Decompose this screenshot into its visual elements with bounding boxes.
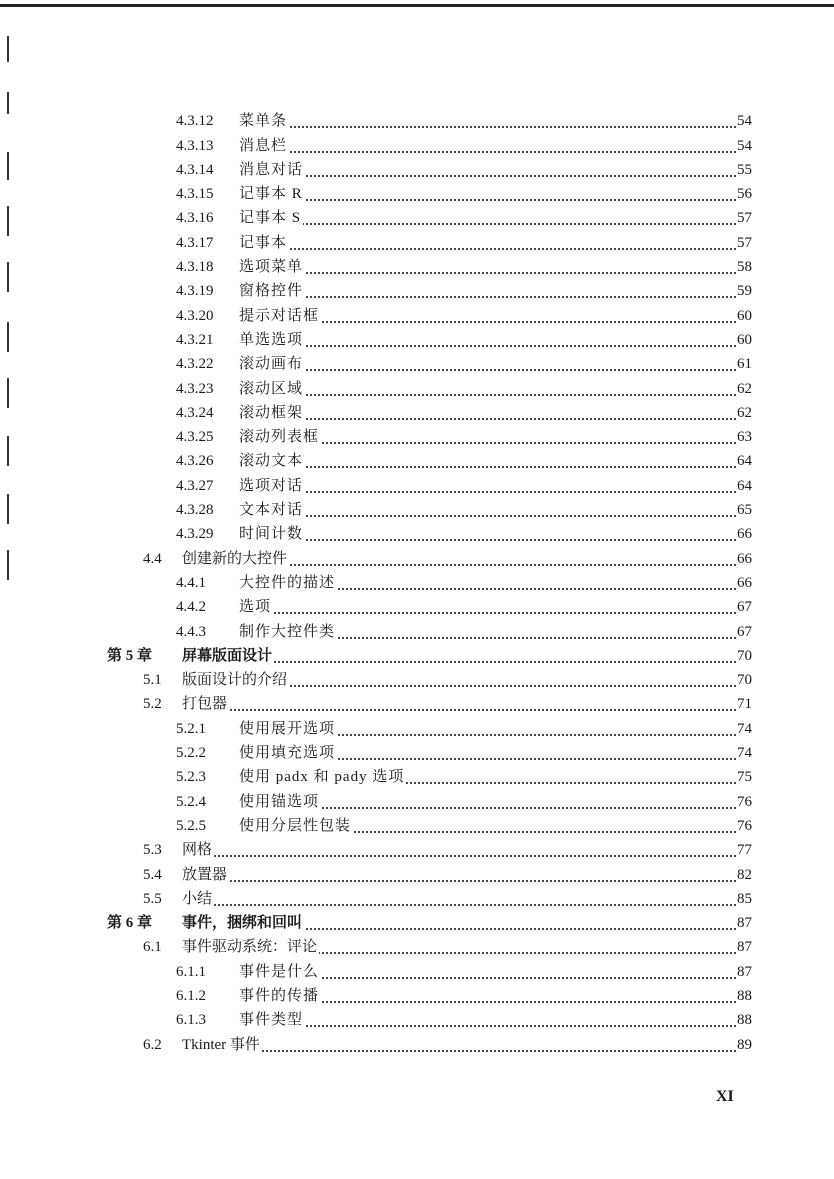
toc-entry-page: 64 <box>737 452 767 470</box>
toc-entry-page: 77 <box>737 841 767 859</box>
toc-entry-page: 87 <box>737 938 767 956</box>
toc-entry-title: 选项菜单 <box>239 259 304 276</box>
dot-leader <box>182 707 736 711</box>
dot-leader <box>239 392 736 396</box>
toc-entry-page: 66 <box>737 525 767 543</box>
dot-leader <box>239 1023 736 1027</box>
toc-entry-page: 67 <box>737 623 767 641</box>
toc-entry-title: 制作大控件类 <box>239 623 336 640</box>
toc-entry[interactable] <box>0 618 834 642</box>
toc-entry-page: 55 <box>737 161 767 179</box>
toc-entry-number: 5.2.5 <box>176 817 206 834</box>
top-rule <box>0 4 834 7</box>
toc-entry-title: 版面设计的介绍 <box>182 672 288 689</box>
toc-entry-number: 4.3.24 <box>176 404 214 421</box>
toc-entry-title: 大控件的描述 <box>239 574 336 591</box>
toc-entry[interactable] <box>0 740 834 764</box>
toc-entry-title: 创建新的大控件 <box>182 550 288 567</box>
toc-entry-title: 选项 <box>239 599 272 616</box>
toc-entry-page: 63 <box>737 428 767 446</box>
toc-entry-page: 58 <box>737 258 767 276</box>
toc-entry-number: 4.3.23 <box>176 380 214 397</box>
toc-entry-number: 5.2.4 <box>176 793 206 810</box>
toc-entry[interactable] <box>0 545 834 569</box>
toc-entry-number: 5.2.3 <box>176 769 206 786</box>
dot-leader <box>182 902 736 906</box>
toc-entry-page: 87 <box>737 963 767 981</box>
toc-entry[interactable] <box>0 472 834 496</box>
toc-entry-title: 使用锚选项 <box>239 793 320 810</box>
toc-entry-page: 88 <box>737 987 767 1005</box>
toc-entry[interactable] <box>0 667 834 691</box>
toc-entry-page: 62 <box>737 404 767 422</box>
dot-leader <box>239 173 736 177</box>
page-folio: XI <box>716 1088 734 1105</box>
toc-entry-title: 滚动画布 <box>239 356 304 373</box>
toc-entry-number: 6.1 <box>143 939 162 956</box>
toc-entry-title: 记事本 R <box>239 186 303 203</box>
toc-entry-page: 62 <box>737 380 767 398</box>
toc-entry-title: 事件类型 <box>239 1012 304 1029</box>
toc-entry[interactable] <box>0 254 834 278</box>
toc-entry-page: 74 <box>737 720 767 738</box>
dot-leader <box>239 610 736 614</box>
dot-leader <box>239 197 736 201</box>
toc-entry[interactable] <box>0 181 834 205</box>
toc-entry-page: 67 <box>737 598 767 616</box>
toc-entry-page: 70 <box>737 647 767 665</box>
toc-entry-number: 5.4 <box>143 866 162 883</box>
toc-entry[interactable] <box>0 570 834 594</box>
toc-entry[interactable] <box>0 594 834 618</box>
toc-entry-page: 87 <box>737 914 767 932</box>
toc-entry-title: 记事本 S <box>239 210 302 227</box>
toc-entry-page: 60 <box>737 331 767 349</box>
toc-entry-number: 4.3.15 <box>176 186 214 203</box>
toc-entry[interactable] <box>0 229 834 253</box>
toc-entry-page: 61 <box>737 355 767 373</box>
toc-entry-title: 消息栏 <box>239 137 288 154</box>
toc-entry-title: 事件，捆绑和回叫 <box>182 915 303 932</box>
dot-leader <box>239 537 736 541</box>
toc-entry-title: 记事本 <box>239 234 288 251</box>
toc-entry-page: 54 <box>737 112 767 130</box>
toc-entry-number: 6.2 <box>143 1036 162 1053</box>
toc-entry-page: 64 <box>737 477 767 495</box>
table-of-contents <box>0 108 834 1056</box>
toc-entry[interactable] <box>0 157 834 181</box>
toc-entry-title: 小结 <box>182 890 213 907</box>
toc-entry-number: 5.5 <box>143 890 162 907</box>
toc-entry-number: 4.3.28 <box>176 502 214 519</box>
toc-entry-title: 放置器 <box>182 866 228 883</box>
toc-entry-number: 4.3.26 <box>176 453 214 470</box>
toc-entry-page: 66 <box>737 550 767 568</box>
toc-entry-number: 4.3.20 <box>176 307 214 324</box>
dot-leader <box>239 489 736 493</box>
toc-entry[interactable] <box>0 1031 834 1055</box>
toc-entry[interactable] <box>0 934 834 958</box>
toc-entry-title: 网格 <box>182 842 213 859</box>
toc-entry[interactable] <box>0 278 834 302</box>
toc-entry-page: 82 <box>737 866 767 884</box>
toc-entry-number: 4.3.27 <box>176 477 214 494</box>
toc-entry[interactable] <box>0 958 834 982</box>
toc-entry[interactable] <box>0 910 834 934</box>
toc-entry-number: 4.3.17 <box>176 234 214 251</box>
dot-leader <box>239 270 736 274</box>
toc-entry-title: 滚动区域 <box>239 380 304 397</box>
toc-entry[interactable] <box>0 691 834 715</box>
toc-entry-number: 4.3.12 <box>176 113 214 130</box>
toc-entry-number: 4.3.13 <box>176 137 214 154</box>
toc-entry-number: 4.3.16 <box>176 210 214 227</box>
toc-entry[interactable] <box>0 861 834 885</box>
toc-entry-page: 54 <box>737 137 767 155</box>
toc-entry[interactable] <box>0 886 834 910</box>
toc-entry-number: 4.4 <box>143 550 162 567</box>
dot-leader <box>239 246 736 250</box>
toc-entry-title: Tkinter 事件 <box>182 1036 260 1053</box>
toc-entry-title: 使用展开选项 <box>239 720 336 737</box>
toc-entry[interactable] <box>0 715 834 739</box>
toc-entry-number: 5.3 <box>143 842 162 859</box>
toc-entry[interactable] <box>0 132 834 156</box>
toc-entry-title: 使用分层性包装 <box>239 817 352 834</box>
toc-entry-title: 文本对话 <box>239 502 304 519</box>
toc-entry-number: 4.3.14 <box>176 161 214 178</box>
toc-entry-number: 6.1.3 <box>176 1012 206 1029</box>
toc-entry-page: 75 <box>737 768 767 786</box>
toc-entry[interactable] <box>0 327 834 351</box>
toc-entry-page: 89 <box>737 1036 767 1054</box>
toc-entry-page: 59 <box>737 282 767 300</box>
toc-entry-number: 4.4.2 <box>176 599 206 616</box>
toc-entry-page: 74 <box>737 744 767 762</box>
toc-entry-page: 56 <box>737 185 767 203</box>
toc-entry-number: 4.4.3 <box>176 623 206 640</box>
dot-leader <box>239 464 736 468</box>
toc-entry-number: 第 5 章 <box>107 647 153 664</box>
dot-leader <box>239 367 736 371</box>
toc-entry-title: 滚动文本 <box>239 453 304 470</box>
toc-entry[interactable] <box>0 813 834 837</box>
dot-leader <box>182 853 736 857</box>
toc-entry-title: 打包器 <box>182 696 228 713</box>
toc-entry-page: 57 <box>737 209 767 227</box>
toc-entry-title: 屏幕版面设计 <box>182 647 273 664</box>
toc-entry[interactable] <box>0 643 834 667</box>
toc-entry-number: 5.2 <box>143 696 162 713</box>
dot-leader <box>239 221 736 225</box>
toc-entry[interactable] <box>0 983 834 1007</box>
toc-entry[interactable] <box>0 837 834 861</box>
toc-entry-number: 4.3.21 <box>176 331 214 348</box>
toc-entry-title: 提示对话框 <box>239 307 320 324</box>
toc-entry[interactable] <box>0 351 834 375</box>
toc-entry-number: 4.4.1 <box>176 574 206 591</box>
toc-entry[interactable] <box>0 788 834 812</box>
margin-mark <box>7 36 9 62</box>
toc-entry[interactable] <box>0 1007 834 1031</box>
dot-leader <box>182 878 736 882</box>
toc-entry-page: 66 <box>737 574 767 592</box>
toc-entry-title: 时间计数 <box>239 526 304 543</box>
toc-entry-page: 60 <box>737 307 767 325</box>
toc-entry-number: 4.3.19 <box>176 283 214 300</box>
toc-entry-number: 5.2.2 <box>176 745 206 762</box>
toc-entry-title: 事件驱动系统：评论 <box>182 939 318 956</box>
toc-entry-page: 76 <box>737 793 767 811</box>
toc-entry[interactable] <box>0 302 834 326</box>
toc-entry-number: 5.1 <box>143 672 162 689</box>
toc-entry-page: 76 <box>737 817 767 835</box>
toc-entry-number: 4.3.29 <box>176 526 214 543</box>
toc-entry-page: 70 <box>737 671 767 689</box>
toc-entry-title: 滚动列表框 <box>239 429 320 446</box>
dot-leader <box>182 1048 736 1052</box>
toc-entry-page: 57 <box>737 234 767 252</box>
toc-entry-title: 滚动框架 <box>239 404 304 421</box>
toc-entry-number: 6.1.1 <box>176 963 206 980</box>
toc-entry-title: 使用填充选项 <box>239 745 336 762</box>
toc-entry[interactable] <box>0 764 834 788</box>
toc-entry-number: 4.3.18 <box>176 259 214 276</box>
toc-entry[interactable] <box>0 108 834 132</box>
toc-entry[interactable] <box>0 521 834 545</box>
toc-entry-title: 窗格控件 <box>239 283 304 300</box>
toc-entry[interactable] <box>0 375 834 399</box>
dot-leader <box>239 124 736 128</box>
toc-entry-title: 使用 padx 和 pady 选项 <box>239 769 405 786</box>
toc-entry-number: 4.3.25 <box>176 429 214 446</box>
dot-leader <box>239 343 736 347</box>
toc-entry-title: 单选选项 <box>239 331 304 348</box>
toc-entry-title: 消息对话 <box>239 161 304 178</box>
dot-leader <box>239 294 736 298</box>
toc-entry-title: 菜单条 <box>239 113 288 130</box>
dot-leader <box>239 149 736 153</box>
toc-entry-title: 事件是什么 <box>239 963 320 980</box>
toc-entry[interactable] <box>0 424 834 448</box>
toc-entry-title: 选项对话 <box>239 477 304 494</box>
toc-entry-number: 5.2.1 <box>176 720 206 737</box>
toc-entry[interactable] <box>0 448 834 472</box>
toc-entry-title: 事件的传播 <box>239 987 320 1004</box>
toc-entry-page: 88 <box>737 1011 767 1029</box>
toc-entry-number: 第 6 章 <box>107 915 153 932</box>
toc-entry[interactable] <box>0 400 834 424</box>
toc-entry-page: 71 <box>737 695 767 713</box>
toc-entry-page: 65 <box>737 501 767 519</box>
dot-leader <box>239 416 736 420</box>
toc-entry-number: 6.1.2 <box>176 987 206 1004</box>
toc-entry-page: 85 <box>737 890 767 908</box>
dot-leader <box>239 513 736 517</box>
toc-entry[interactable] <box>0 497 834 521</box>
toc-entry[interactable] <box>0 205 834 229</box>
toc-entry-number: 4.3.22 <box>176 356 214 373</box>
